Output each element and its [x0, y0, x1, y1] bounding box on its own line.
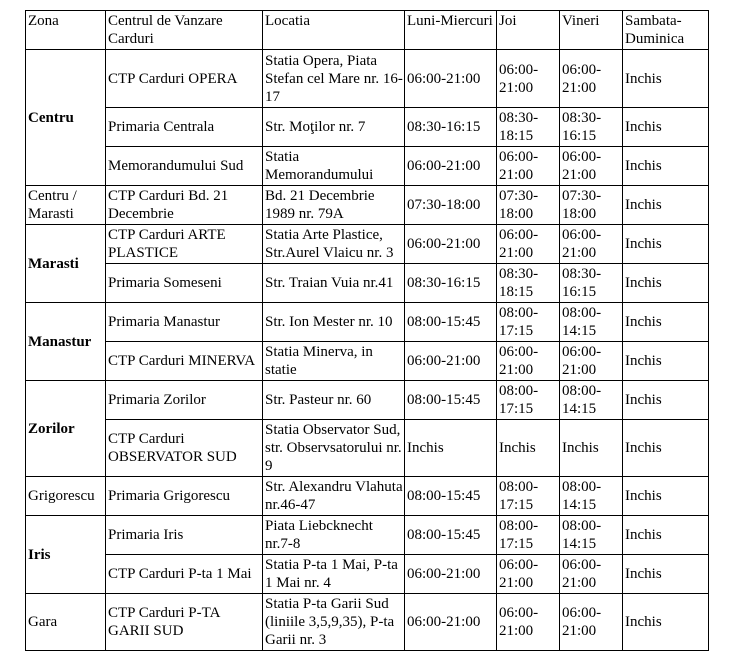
mon-wed-cell: 08:30-16:15 [405, 108, 497, 147]
mon-wed-cell: 08:00-15:45 [405, 516, 497, 555]
fri-cell: Inchis [560, 420, 623, 477]
weekend-cell: Inchis [623, 477, 709, 516]
fri-cell: 06:00-21:00 [560, 342, 623, 381]
table-row [26, 555, 709, 594]
table-row [26, 264, 709, 303]
table-row [26, 381, 709, 420]
table-row [26, 225, 709, 264]
mon-wed-cell: 07:30-18:00 [405, 186, 497, 225]
mon-wed-cell: 06:00-21:00 [405, 594, 497, 651]
center-cell: CTP Carduri P-ta 1 Mai [106, 555, 263, 594]
location-cell: Str. Ion Mester nr. 10 [263, 303, 405, 342]
weekend-cell: Inchis [623, 108, 709, 147]
location-cell: Statia Memorandumului [263, 147, 405, 186]
mon-wed-cell: 08:00-15:45 [405, 303, 497, 342]
weekend-cell: Inchis [623, 264, 709, 303]
zone-cell: Zorilor [26, 381, 106, 477]
table-row [26, 342, 709, 381]
fri-cell: 06:00-21:00 [560, 50, 623, 108]
center-cell: Primaria Manastur [106, 303, 263, 342]
table-row [26, 50, 709, 108]
weekend-cell: Inchis [623, 186, 709, 225]
weekend-cell: Inchis [623, 147, 709, 186]
fri-cell: 08:30-16:15 [560, 264, 623, 303]
center-cell: CTP Carduri MINERVA [106, 342, 263, 381]
table-row [26, 147, 709, 186]
zone-cell: Centru / Marasti [26, 186, 106, 225]
mon-wed-cell: Inchis [405, 420, 497, 477]
table-row [26, 303, 709, 342]
thu-cell: 08:00-17:15 [497, 516, 560, 555]
location-cell: Piata Liebcknecht nr.7-8 [263, 516, 405, 555]
header-luni-miercuri: Luni-Miercuri [405, 11, 497, 50]
center-cell: Primaria Iris [106, 516, 263, 555]
fri-cell: 08:00-14:15 [560, 477, 623, 516]
center-cell: CTP Carduri OBSERVATOR SUD [106, 420, 263, 477]
zone-cell: Iris [26, 516, 106, 594]
center-cell: Primaria Centrala [106, 108, 263, 147]
header-joi: Joi [497, 11, 560, 50]
zone-cell: Centru [26, 50, 106, 186]
center-cell: CTP Carduri ARTE PLASTICE [106, 225, 263, 264]
header-row [26, 11, 709, 50]
weekend-cell: Inchis [623, 420, 709, 477]
thu-cell: 06:00-21:00 [497, 225, 560, 264]
header-sambata-duminica: Sambata-Duminica [623, 11, 709, 50]
weekend-cell: Inchis [623, 303, 709, 342]
location-cell: Str. Traian Vuia nr.41 [263, 264, 405, 303]
table-row [26, 420, 709, 477]
center-cell: Primaria Grigorescu [106, 477, 263, 516]
header-zona: Zona [26, 11, 106, 50]
location-cell: Str. Pasteur nr. 60 [263, 381, 405, 420]
fri-cell: 08:00-14:15 [560, 516, 623, 555]
header-locatia: Locatia [263, 11, 405, 50]
thu-cell: 08:00-17:15 [497, 381, 560, 420]
center-cell: Primaria Zorilor [106, 381, 263, 420]
zone-cell: Gara [26, 594, 106, 651]
header-vineri: Vineri [560, 11, 623, 50]
mon-wed-cell: 08:30-16:15 [405, 264, 497, 303]
center-cell: CTP Carduri P-TA GARII SUD [106, 594, 263, 651]
mon-wed-cell: 06:00-21:00 [405, 50, 497, 108]
fri-cell: 06:00-21:00 [560, 225, 623, 264]
location-cell: Statia Opera, Piata Stefan cel Mare nr. 16-17 [263, 50, 405, 108]
table-row [26, 108, 709, 147]
weekend-cell: Inchis [623, 555, 709, 594]
weekend-cell: Inchis [623, 50, 709, 108]
thu-cell: 08:00-17:15 [497, 303, 560, 342]
center-cell: Memorandumului Sud [106, 147, 263, 186]
weekend-cell: Inchis [623, 381, 709, 420]
zone-cell: Grigorescu [26, 477, 106, 516]
thu-cell: 08:30-18:15 [497, 108, 560, 147]
thu-cell: 06:00-21:00 [497, 555, 560, 594]
location-cell: Str. Alexandru Vlahuta nr.46-47 [263, 477, 405, 516]
mon-wed-cell: 06:00-21:00 [405, 342, 497, 381]
fri-cell: 08:30-16:15 [560, 108, 623, 147]
center-cell: CTP Carduri Bd. 21 Decembrie [106, 186, 263, 225]
mon-wed-cell: 06:00-21:00 [405, 225, 497, 264]
fri-cell: 08:00-14:15 [560, 381, 623, 420]
thu-cell: 06:00-21:00 [497, 50, 560, 108]
thu-cell: Inchis [497, 420, 560, 477]
location-cell: Statia Minerva, in statie [263, 342, 405, 381]
table-row [26, 477, 709, 516]
thu-cell: 06:00-21:00 [497, 342, 560, 381]
mon-wed-cell: 06:00-21:00 [405, 555, 497, 594]
zone-cell: Marasti [26, 225, 106, 303]
weekend-cell: Inchis [623, 225, 709, 264]
weekend-cell: Inchis [623, 516, 709, 555]
center-cell: CTP Carduri OPERA [106, 50, 263, 108]
thu-cell: 06:00-21:00 [497, 147, 560, 186]
location-cell: Statia P-ta Garii Sud (liniile 3,5,9,35), P-ta Garii nr. 3 [263, 594, 405, 651]
schedule-table [25, 10, 709, 651]
thu-cell: 07:30-18:00 [497, 186, 560, 225]
header-centru: Centrul de Vanzare Carduri [106, 11, 263, 50]
table-row [26, 516, 709, 555]
thu-cell: 08:30-18:15 [497, 264, 560, 303]
location-cell: Statia Observator Sud, str. Observsatorului nr. 9 [263, 420, 405, 477]
mon-wed-cell: 08:00-15:45 [405, 477, 497, 516]
table-row [26, 186, 709, 225]
location-cell: Bd. 21 Decembrie 1989 nr. 79A [263, 186, 405, 225]
fri-cell: 06:00-21:00 [560, 147, 623, 186]
fri-cell: 07:30-18:00 [560, 186, 623, 225]
mon-wed-cell: 06:00-21:00 [405, 147, 497, 186]
table-row [26, 594, 709, 651]
center-cell: Primaria Someseni [106, 264, 263, 303]
weekend-cell: Inchis [623, 342, 709, 381]
fri-cell: 06:00-21:00 [560, 555, 623, 594]
location-cell: Str. Moţilor nr. 7 [263, 108, 405, 147]
thu-cell: 06:00-21:00 [497, 594, 560, 651]
weekend-cell: Inchis [623, 594, 709, 651]
location-cell: Statia Arte Plastice, Str.Aurel Vlaicu nr. 3 [263, 225, 405, 264]
fri-cell: 08:00-14:15 [560, 303, 623, 342]
location-cell: Statia P-ta 1 Mai, P-ta 1 Mai nr. 4 [263, 555, 405, 594]
mon-wed-cell: 08:00-15:45 [405, 381, 497, 420]
fri-cell: 06:00-21:00 [560, 594, 623, 651]
zone-cell: Manastur [26, 303, 106, 381]
thu-cell: 08:00-17:15 [497, 477, 560, 516]
